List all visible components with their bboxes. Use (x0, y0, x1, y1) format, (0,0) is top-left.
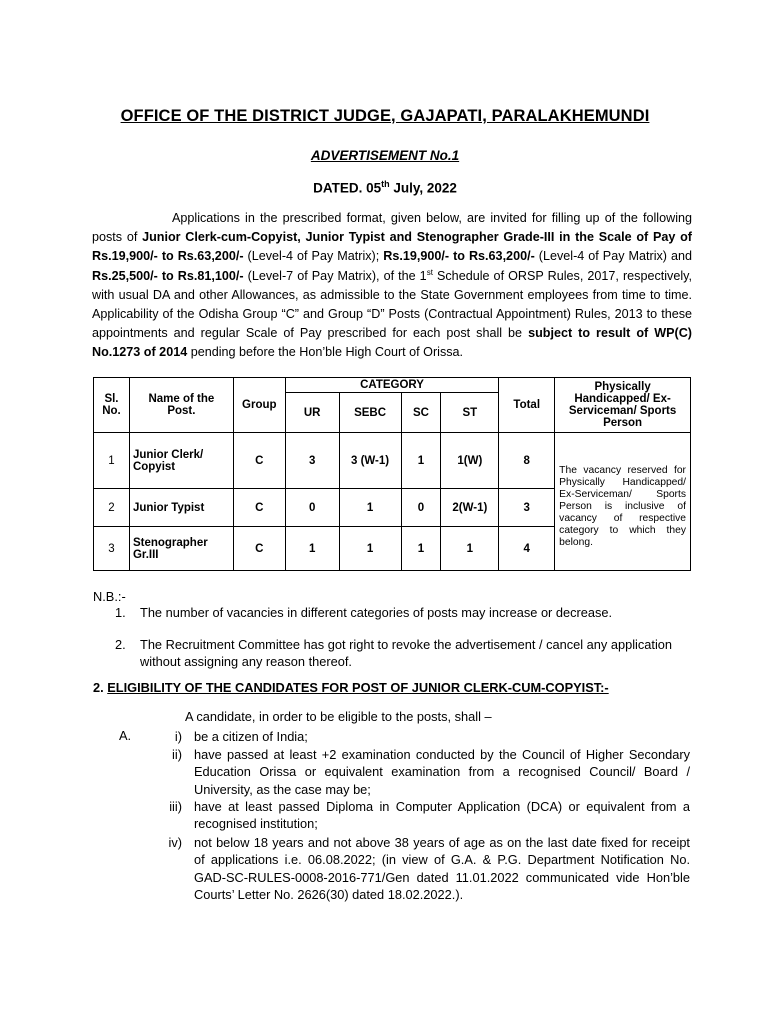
row-post: Junior Typist (129, 489, 233, 527)
nb-item-text: The Recruitment Committee has got right to revoke the advertisement / cancel any application without assigning any reason thereof. (140, 637, 673, 669)
row-total: 4 (499, 527, 555, 571)
intro-text-3: (Level-4 of Pay Matrix) and (534, 249, 693, 264)
header-total: Total (499, 378, 555, 433)
header-sc: SC (401, 393, 441, 433)
row-st: 2(W-1) (441, 489, 499, 527)
row-group: C (233, 527, 285, 571)
nb-item-number: 1. (115, 605, 126, 620)
row-sc: 1 (401, 527, 441, 571)
row-ur: 3 (285, 433, 339, 489)
nb-item-number: 2. (115, 637, 126, 652)
row-group: C (233, 433, 285, 489)
row-st: 1 (441, 527, 499, 571)
row-sc: 0 (401, 489, 441, 527)
intro-text-2: (Level-4 of Pay Matrix); (243, 249, 384, 264)
office-title: OFFICE OF THE DISTRICT JUDGE, GAJAPATI, PARALAKHEMUNDI (120, 107, 650, 125)
header-category: CATEGORY (285, 378, 499, 393)
header-group: Group (233, 378, 285, 433)
item-number: ii) (172, 747, 182, 762)
advertisement-date (0, 179, 770, 196)
intro-scale-2: Rs.19,900/- to Rs.63,200/- (383, 249, 535, 264)
row-total: 8 (499, 433, 555, 489)
section-2-number: 2. (93, 680, 108, 695)
section-2-heading (93, 680, 609, 695)
item-text: have passed at least +2 examination conducted by the Council of Higher Secondary Education Orissa or equivalent examination from a recognised Council/ Board / University, as the case may be; (194, 747, 690, 797)
item-number: iv) (168, 835, 182, 850)
row-group: C (233, 489, 285, 527)
row-sebc: 1 (339, 489, 401, 527)
intro-text-1: Applications in the prescribed format, given below, are invited for filling up of the following posts of (92, 211, 692, 245)
nb-label: N.B.:- (93, 589, 126, 604)
section-2-title: ELIGIBILITY OF THE CANDIDATES FOR POST OF JUNIOR CLERK-CUM-COPYIST:- (107, 680, 609, 695)
item-text: be a citizen of India; (194, 729, 308, 744)
date-sup: th (381, 179, 390, 189)
row-sl: 2 (94, 489, 130, 527)
row-ur: 0 (285, 489, 339, 527)
row-sebc: 1 (339, 527, 401, 571)
item-number: i) (174, 729, 182, 744)
row-st: 1(W) (441, 433, 499, 489)
date-suffix: July, 2022 (389, 180, 457, 196)
intro-scale-3: Rs.25,500/- to Rs.81,100/- (92, 268, 244, 283)
intro-text-5: Schedule of ORSP Rules, 2017, respectively, with usual DA and other Allowances, as admissible to the State Government employees from time to time. Applicability of the Odisha Group “C” and Group “D” Posts (Contractual Appointment) Rules, 2013 to these appointments and regular Scale of Pay prescribed for each post shall be (92, 268, 693, 341)
row-sebc: 3 (W-1) (339, 433, 401, 489)
row-post: Stenographer Gr.III (129, 527, 233, 571)
intro-subject: subject to result of WP(C) No.1273 of 2014 (92, 326, 692, 360)
eligibility-letter: A. (119, 728, 132, 743)
ph-note: The vacancy reserved for Physically Handicapped/ Ex-Serviceman/ Sports Person is inclusive of vacancy of respective category to which they belong. (555, 433, 691, 571)
header-st: ST (441, 393, 499, 433)
nb-item-text: The number of vacancies in different categories of posts may increase or decrease. (140, 605, 613, 620)
row-sc: 1 (401, 433, 441, 489)
vacancy-table (93, 377, 691, 571)
header-sl: Sl. No. (94, 378, 130, 433)
table-row (94, 433, 691, 489)
intro-text-6: pending before the Hon’ble High Court of Orissa. (187, 345, 464, 360)
header-ur: UR (285, 393, 339, 433)
row-total: 3 (499, 489, 555, 527)
header-post-name: Name of the Post. (129, 378, 233, 433)
eligibility-intro: A candidate, in order to be eligible to the posts, shall – (185, 709, 492, 724)
item-text: have at least passed Diploma in Computer Application (DCA) or equivalent from a recognised institution; (194, 799, 690, 832)
row-post: Junior Clerk/ Copyist (129, 433, 233, 489)
item-number: iii) (169, 799, 182, 814)
item-text: not below 18 years and not above 38 years of age as on the last date fixed for receipt of applications i.e. 06.08.2022; (in view of G.A. & P.G. Department Notification No. GAD-SC-RULES-0008-2016-771/Gen dated 11.01.2022 communicated vide Hon’ble Courts’ Letter No. 2626(30) dated 18.02.2022.). (194, 835, 690, 903)
intro-sup: st (426, 267, 433, 277)
intro-posts: Junior Clerk-cum-Copyist, Junior Typist and Stenographer Grade-III in the Scale of Pay of Rs.19,900/- to Rs.63,200/- (92, 230, 692, 264)
intro-paragraph (92, 209, 692, 363)
intro-text-4: (Level-7 of Pay Matrix), of the 1 (243, 268, 427, 283)
row-sl: 3 (94, 527, 130, 571)
advertisement-number: ADVERTISEMENT No.1 (310, 148, 460, 163)
date-prefix: DATED. 05 (313, 180, 382, 196)
header-ph: Physically Handicapped/ Ex-Serviceman/ Sports Person (555, 378, 691, 433)
row-sl: 1 (94, 433, 130, 489)
header-sebc: SEBC (339, 393, 401, 433)
row-ur: 1 (285, 527, 339, 571)
